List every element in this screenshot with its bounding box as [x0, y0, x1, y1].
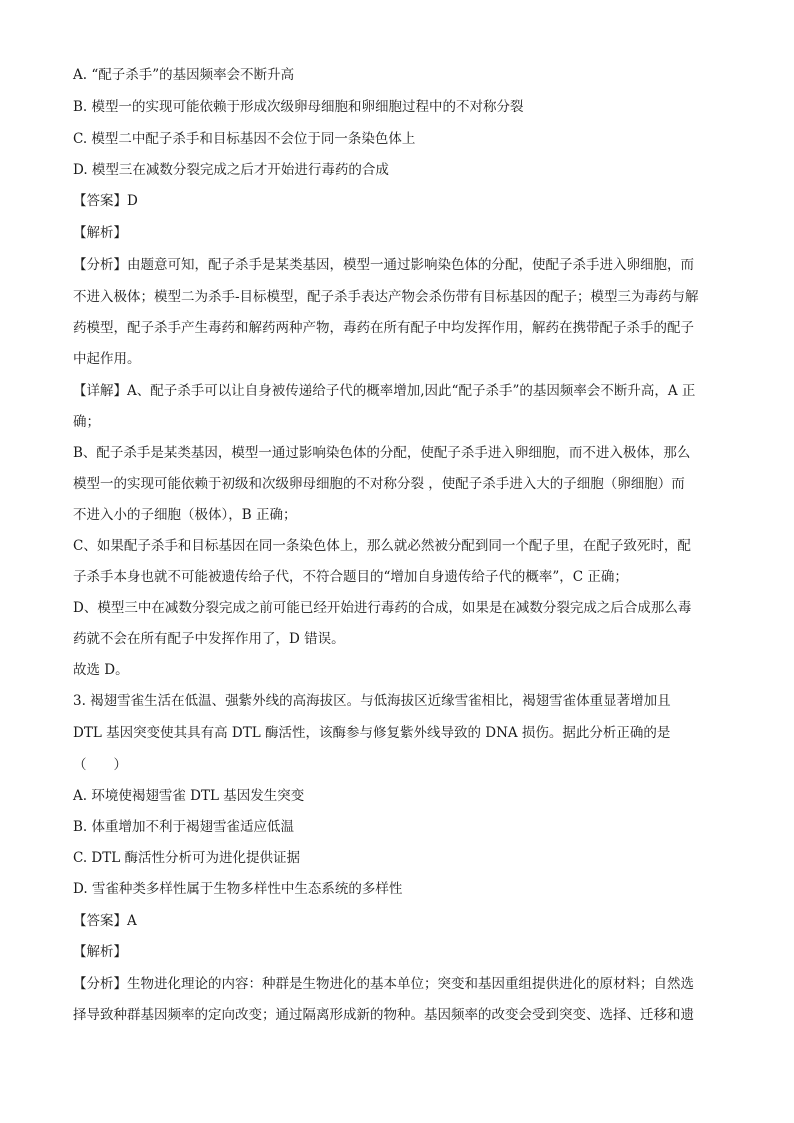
q2-option-b: B. 模型一的实现可能依赖于形成次级卵母细胞和卵细胞过程中的不对称分裂 [73, 99, 524, 115]
q3-option-b: B. 体重增加不利于褐翅雪雀适应低温 [73, 819, 295, 835]
q2-detail-line: B、配子杀手是某类基因，模型一通过影响染色体的分配，使配子杀手进入卵细胞，而不进入极体，那么 [73, 445, 691, 461]
q3-option-c: C. DTL 酶活性分析可为进化提供证据 [73, 850, 301, 866]
q3-analysis-line: 【分析】生物进化理论的内容：种群是生物进化的基本单位；突变和基因重组提供进化的原材料；自然选 [73, 976, 694, 992]
q2-option-a: A. “配子杀手”的基因频率会不断升高 [73, 67, 295, 83]
q2-analysis-label: 【解析】 [73, 225, 127, 241]
q2-option-c: C. 模型二中配子杀手和目标基因不会位于同一条染色体上 [73, 131, 416, 147]
q2-detail-line: D、模型三中在减数分裂完成之前可能已经开始进行毒药的合成，如果是在减数分裂完成之后合成那么毒 [73, 600, 692, 616]
q2-detail-line: 确； [73, 414, 100, 430]
q2-detail-line: 药就不会在所有配子中发挥作用了，D 错误。 [73, 631, 345, 647]
q3-stem-line: 3. 褐翅雪雀生活在低温、强紫外线的高海拔区。与低海拔区近缘雪雀相比，褐翅雪雀体重显著增加且 [73, 693, 671, 709]
q2-option-d: D. 模型三在减数分裂完成之后才开始进行毒药的合成 [73, 162, 389, 178]
q2-detail-line: 模型一的实现可能依赖于初级和次级卵母细胞的不对称分裂 ，使配子杀手进入大的子细胞（卵细胞）而 [73, 476, 685, 492]
q2-analysis-line: 药模型，配子杀手产生毒药和解药两种产物，毒药在所有配子中均发挥作用，解药在携带配子杀手的配子 [73, 320, 694, 336]
q3-analysis-label: 【解析】 [73, 944, 127, 960]
q3-option-d: D. 雪雀种类多样性属于生物多样性中生态系统的多样性 [73, 881, 403, 897]
q3-option-a: A. 环境使褐翅雪雀 DTL 基因发生突变 [73, 788, 305, 804]
q2-analysis-line: 【分析】由题意可知，配子杀手是某类基因，模型一通过影响染色体的分配，使配子杀手进入卵细胞，而 [73, 257, 694, 273]
q2-detail-line: 【详解】A、配子杀手可以让自身被传递给子代的概率增加,因此“配子杀手”的基因频率会不断升高，A 正 [73, 383, 696, 399]
q2-analysis-line: 中起作用。 [73, 351, 141, 367]
q3-answer: 【答案】A [73, 913, 137, 929]
q2-analysis-line: 不进入极体；模型二为杀手-目标模型，配子杀手表达产物会杀伤带有目标基因的配子；模型三为毒药与解 [73, 289, 699, 305]
q3-stem-line: DTL 基因突变使其具有高 DTL 酶活性，该酶参与修复紫外线导致的 DNA 损伤。据此分析正确的是 [73, 725, 671, 741]
q2-detail-line: 故选 D。 [73, 662, 129, 678]
q3-analysis-line: 择导致种群基因频率的定向改变；通过隔离形成新的物种。基因频率的改变会受到突变、选择、迁移和遗 [73, 1007, 694, 1023]
q2-detail-line: 子杀手本身也就不可能被遗传给子代，不符合题目的“增加自身遗传给子代的概率”，C 正确； [73, 569, 628, 585]
q2-detail-line: 不进入小的子细胞（极体），B 正确； [73, 507, 297, 523]
q3-stem-line: （ ） [73, 757, 127, 773]
q2-answer: 【答案】D [73, 193, 138, 209]
q2-detail-line: C、如果配子杀手和目标基因在同一条染色体上，那么就必然被分配到同一个配子里，在配子致死时，配 [73, 538, 691, 554]
